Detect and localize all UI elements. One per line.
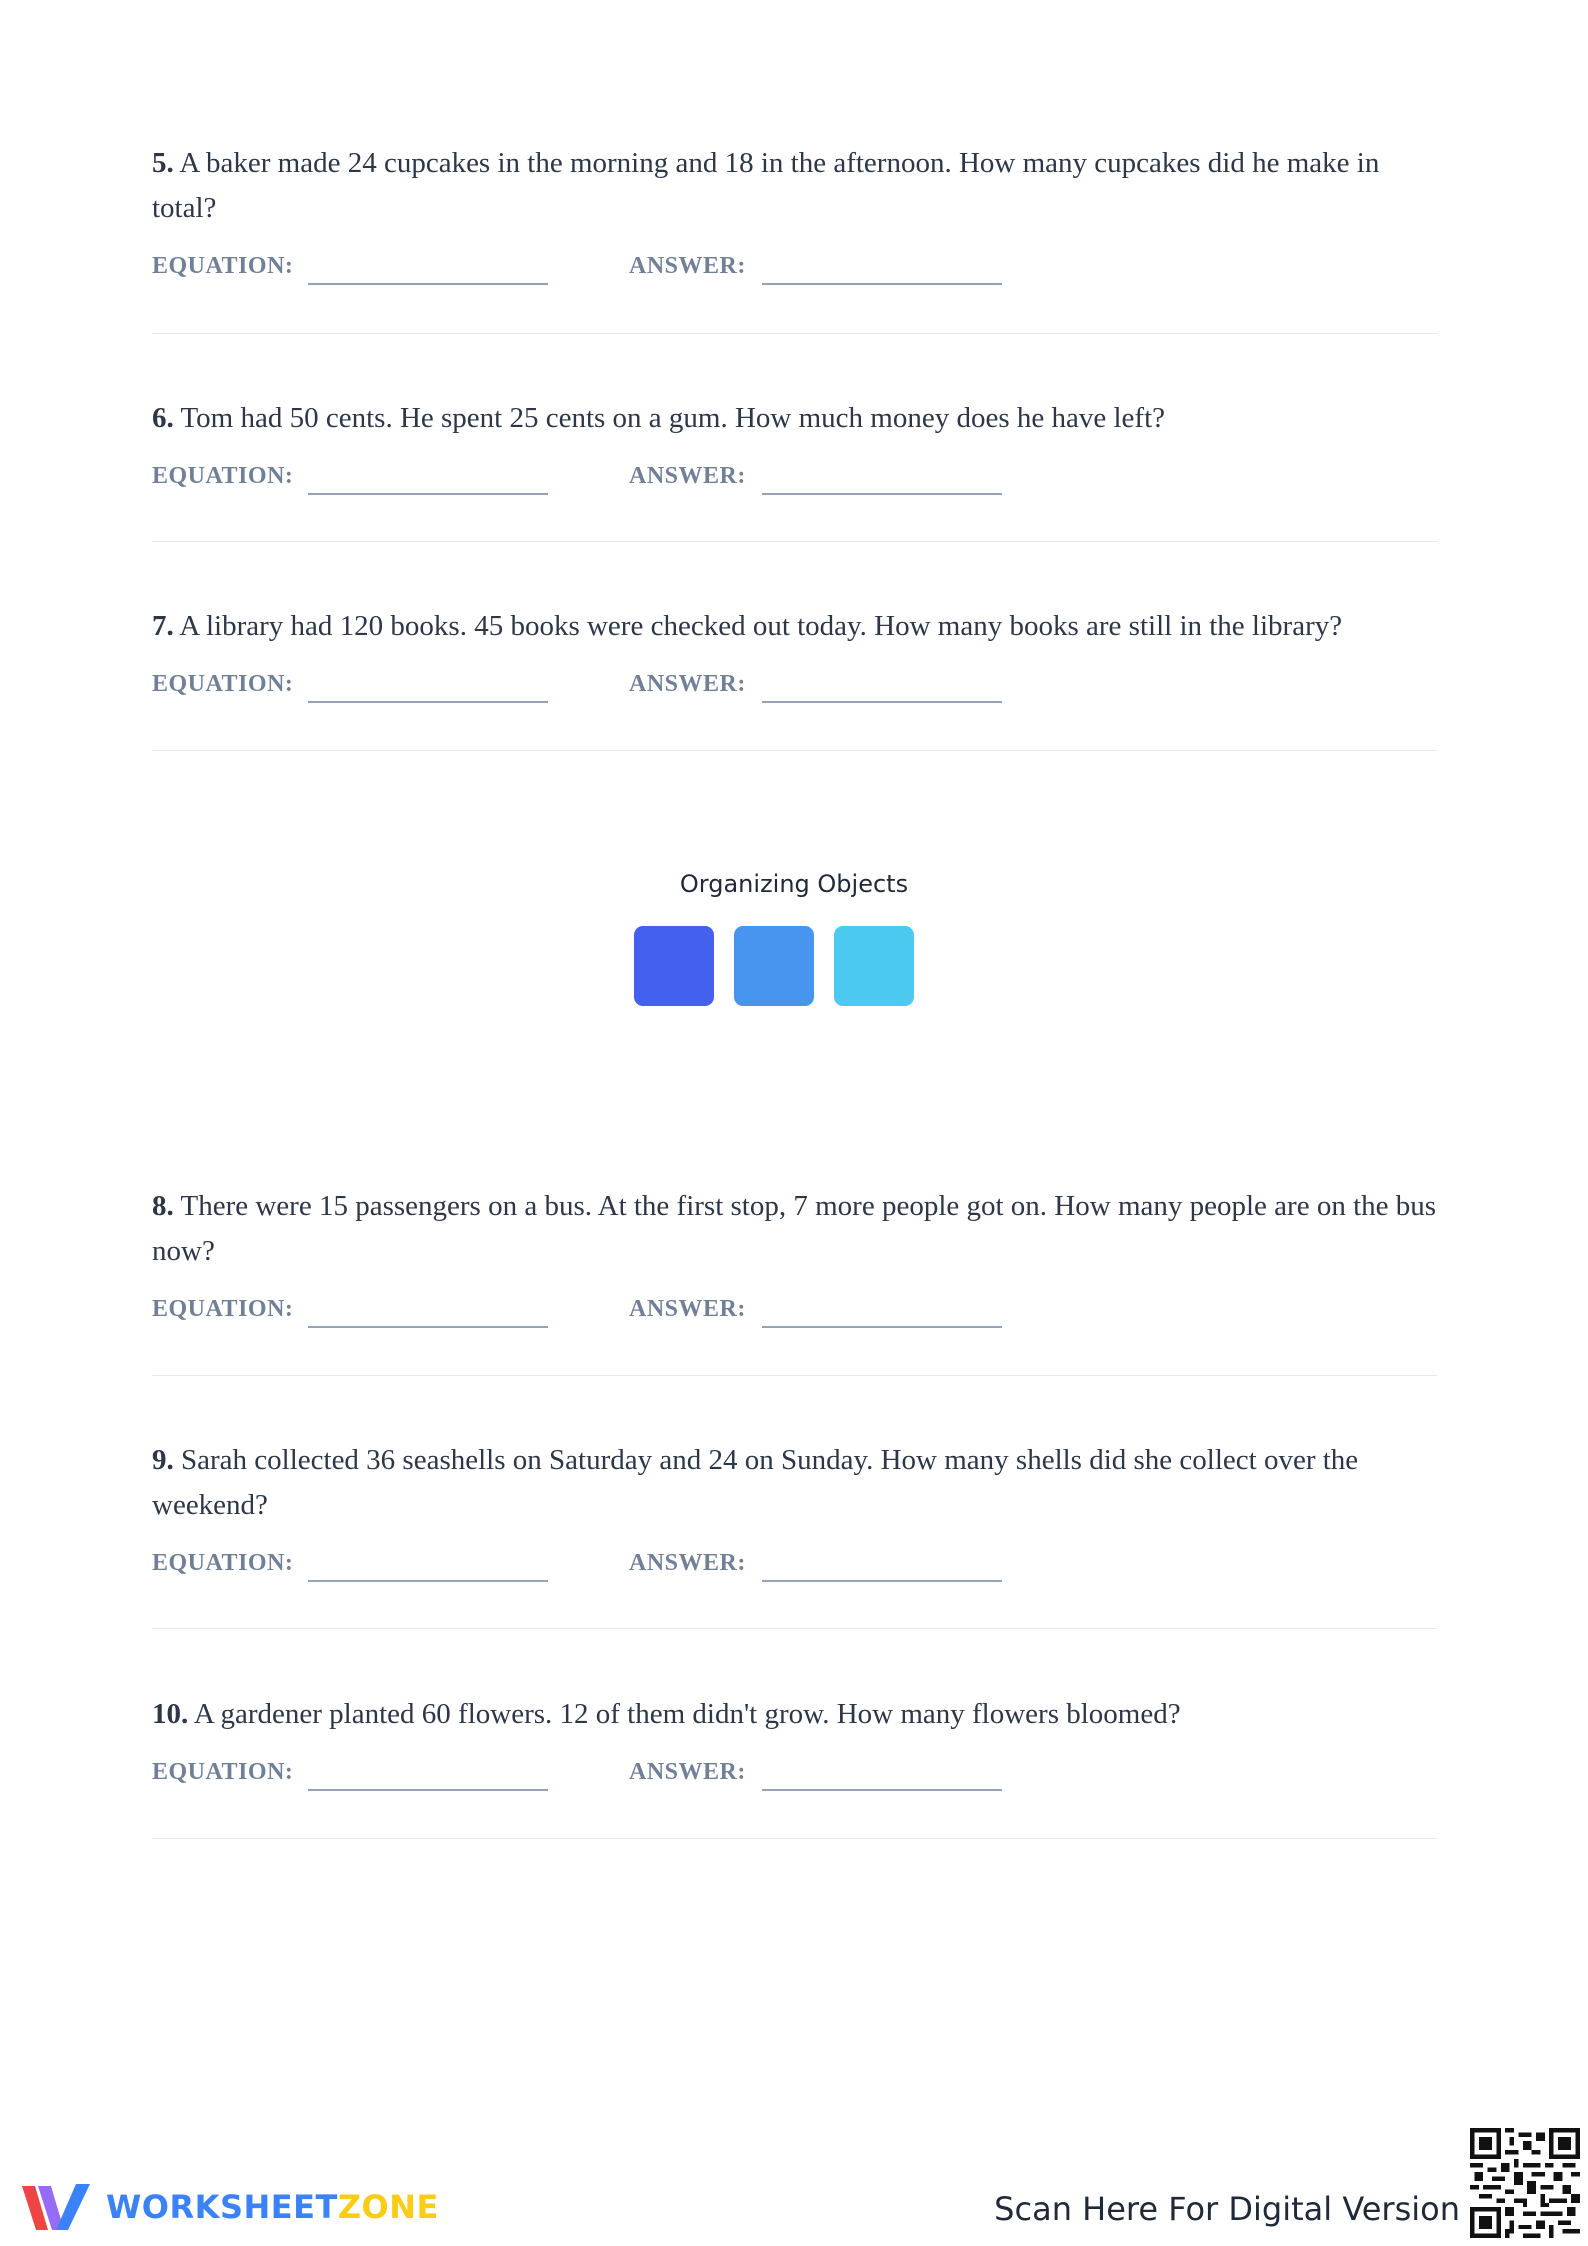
problem-7 <box>152 604 1437 751</box>
problem-number: 10. <box>152 1698 189 1730</box>
problem-text <box>152 1692 1437 1737</box>
problem-number: 8. <box>152 1190 174 1222</box>
equation-label: EQUATION: <box>152 253 294 279</box>
equation-blank[interactable] <box>308 1789 548 1791</box>
worksheetzone-logo-text <box>106 2188 439 2226</box>
problem-question: Tom had 50 cents. He spent 25 cents on a gum. How much money does he have left? <box>180 402 1166 434</box>
answer-row <box>152 1292 1437 1332</box>
answer-blank[interactable] <box>762 283 1002 285</box>
problem-number: 6. <box>152 402 174 434</box>
answer-label: ANSWER: <box>629 1759 746 1785</box>
answer-blank[interactable] <box>762 701 1002 703</box>
swatch-1 <box>634 926 714 1006</box>
equation-label: EQUATION: <box>152 671 294 697</box>
answer-label: ANSWER: <box>629 1550 746 1576</box>
answer-label: ANSWER: <box>629 671 746 697</box>
answer-row <box>152 1755 1437 1795</box>
equation-label: EQUATION: <box>152 1550 294 1576</box>
problem-question: A gardener planted 60 flowers. 12 of them didn't grow. How many flowers bloomed? <box>193 1698 1181 1730</box>
problem-9 <box>152 1438 1437 1629</box>
equation-blank[interactable] <box>308 701 548 703</box>
answer-blank[interactable] <box>762 1326 1002 1328</box>
answer-label: ANSWER: <box>629 1296 746 1322</box>
problem-question: A library had 120 books. 45 books were checked out today. How many books are still in the library? <box>179 610 1343 642</box>
equation-label: EQUATION: <box>152 1759 294 1785</box>
answer-blank[interactable] <box>762 1789 1002 1791</box>
answer-blank[interactable] <box>762 493 1002 495</box>
equation-label: EQUATION: <box>152 463 294 489</box>
answer-row <box>152 249 1437 289</box>
swatch-2 <box>734 926 814 1006</box>
organizing-objects-title: Organizing Objects <box>679 870 909 898</box>
answer-label: ANSWER: <box>629 253 746 279</box>
problem-question: There were 15 passengers on a bus. At the first stop, 7 more people got on. How many people are on the bus now? <box>152 1190 1437 1267</box>
equation-blank[interactable] <box>308 1326 548 1328</box>
problem-text <box>152 1438 1437 1528</box>
answer-row <box>152 459 1437 499</box>
worksheetzone-logo-icon <box>18 2178 98 2238</box>
swatch-3 <box>834 926 914 1006</box>
answer-label: ANSWER: <box>629 463 746 489</box>
equation-blank[interactable] <box>308 283 548 285</box>
equation-blank[interactable] <box>308 493 548 495</box>
equation-blank[interactable] <box>308 1580 548 1582</box>
problem-number: 7. <box>152 610 174 642</box>
organizing-objects-section <box>0 870 1588 898</box>
problem-question: Sarah collected 36 seashells on Saturday and 24 on Sunday. How many shells did she collect over the weekend? <box>152 1444 1359 1521</box>
answer-row <box>152 667 1437 707</box>
problem-text <box>152 604 1437 649</box>
answer-row <box>152 1546 1437 1586</box>
problem-text <box>152 396 1437 441</box>
problem-number: 9. <box>152 1444 174 1476</box>
logo-text-zone: ZONE <box>337 2188 439 2226</box>
color-swatches <box>634 926 914 1006</box>
problem-10 <box>152 1692 1437 1839</box>
qr-code-icon[interactable] <box>1470 2128 1580 2238</box>
problem-6 <box>152 396 1437 542</box>
problem-8 <box>152 1184 1437 1376</box>
problem-text <box>152 141 1437 231</box>
answer-blank[interactable] <box>762 1580 1002 1582</box>
logo-text-worksheet: WORKSHEET <box>106 2188 338 2226</box>
problem-question: A baker made 24 cupcakes in the morning and 18 in the afternoon. How many cupcakes did he make in total? <box>152 147 1380 224</box>
problem-text <box>152 1184 1437 1274</box>
equation-label: EQUATION: <box>152 1296 294 1322</box>
scan-here-text: Scan Here For Digital Version <box>994 2190 1460 2228</box>
problem-5 <box>152 141 1437 334</box>
problem-number: 5. <box>152 147 174 179</box>
